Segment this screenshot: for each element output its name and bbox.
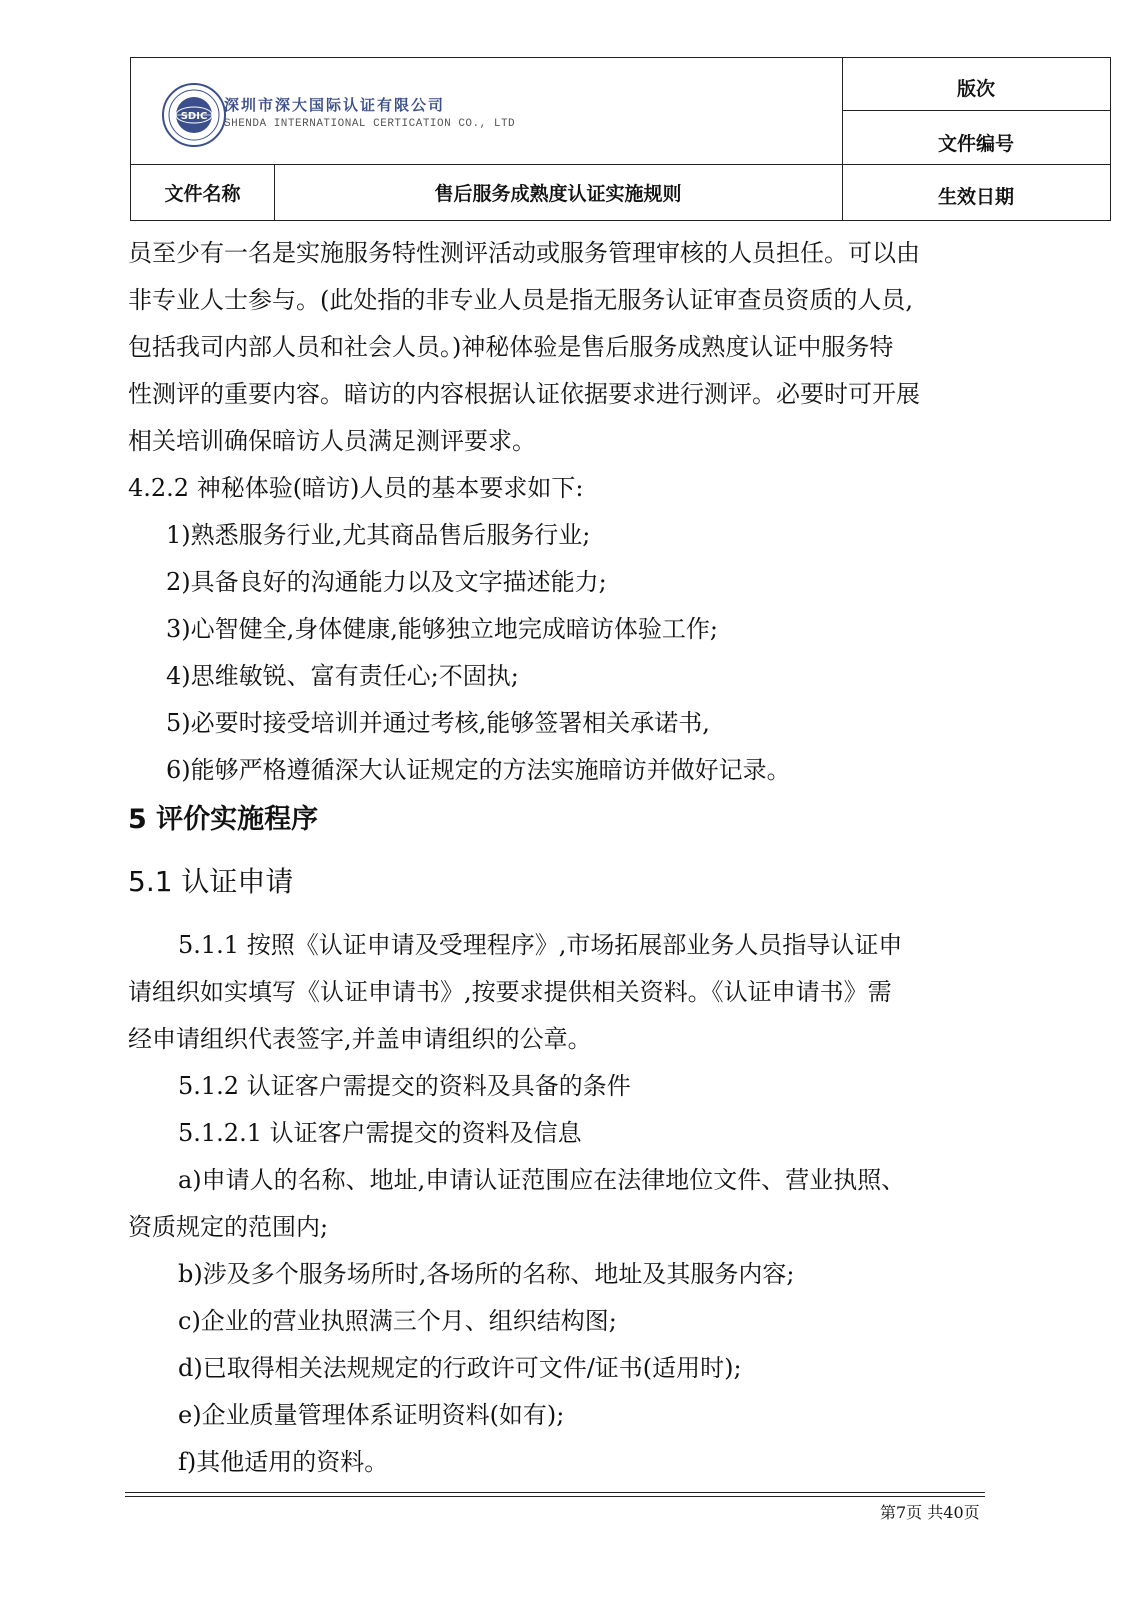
list-item-continuation: 资质规定的范围内; <box>128 1213 329 1241</box>
footer-rule <box>125 1492 985 1493</box>
paragraph-line: 性测评的重要内容。暗访的内容根据认证依据要求进行测评。必要时可开展 <box>128 380 920 408</box>
paragraph-line: 员至少有一名是实施服务特性测评活动或服务管理审核的人员担任。可以由 <box>128 239 920 267</box>
list-item: d)已取得相关法规规定的行政许可文件/证书(适用时); <box>178 1354 742 1382</box>
version-label: 版次 <box>956 78 995 100</box>
paragraph-line: 请组织如实填写《认证申请书》,按要求提供相关资料。《认证申请书》需 <box>128 978 892 1006</box>
requirement-item: 1)熟悉服务行业,尤其商品售后服务行业; <box>166 521 591 549</box>
document-header-table <box>130 57 1111 221</box>
list-item: e)企业质量管理体系证明资料(如有); <box>178 1401 565 1429</box>
paragraph-line: 5.1.1 按照《认证申请及受理程序》,市场拓展部业务人员指导认证申 <box>178 931 903 959</box>
paragraph-line: 相关培训确保暗访人员满足测评要求。 <box>128 427 536 455</box>
document-body <box>128 230 998 1486</box>
effective-date-label: 生效日期 <box>937 186 1014 208</box>
requirement-item: 4)思维敏锐、富有责任心;不固执; <box>166 662 519 690</box>
heading-section-5-1: 5.1 认证申请 <box>128 865 294 898</box>
list-item: a)申请人的名称、地址,申请认证范围应在法律地位文件、营业执照、 <box>178 1166 906 1194</box>
paragraph-line: 非专业人士参与。(此处指的非专业人员是指无服务认证审查员资质的人员, <box>128 286 913 314</box>
file-name-value: 售后服务成熟度认证实施规则 <box>434 183 682 205</box>
header-divider <box>131 164 1110 165</box>
requirement-item: 3)心智健全,身体健康,能够独立地完成暗访体验工作; <box>166 615 718 643</box>
footer-rule <box>125 1496 985 1497</box>
list-item: b)涉及多个服务场所时,各场所的名称、地址及其服务内容; <box>178 1260 795 1288</box>
requirement-item: 2)具备良好的沟通能力以及文字描述能力; <box>166 568 607 596</box>
company-name-en: SHENDA INTERNATIONAL CERTICATION CO., LTD <box>224 118 516 130</box>
company-name-cn: 深圳市深大国际认证有限公司 <box>224 96 446 114</box>
file-name-label: 文件名称 <box>164 183 241 205</box>
section-5-1-2-1: 5.1.2.1 认证客户需提交的资料及信息 <box>178 1119 582 1147</box>
section-4-2-2: 4.2.2 神秘体验(暗访)人员的基本要求如下: <box>128 474 584 502</box>
paragraph-line: 包括我司内部人员和社会人员。)神秘体验是售后服务成熟度认证中服务特 <box>128 333 894 361</box>
list-item: c)企业的营业执照满三个月、组织结构图; <box>178 1307 617 1335</box>
list-item: f)其他适用的资料。 <box>178 1448 389 1476</box>
company-logo-icon <box>161 82 227 148</box>
logo-text: SDIC <box>180 111 208 122</box>
page-number: 第7页 共40页 <box>880 1503 980 1522</box>
requirement-item: 6)能够严格遵循深大认证规定的方法实施暗访并做好记录。 <box>166 756 791 784</box>
doc-number-label: 文件编号 <box>937 133 1014 155</box>
paragraph-line: 经申请组织代表签字,并盖申请组织的公章。 <box>128 1025 592 1053</box>
header-divider <box>842 110 1110 111</box>
heading-section-5: 5 评价实施程序 <box>128 804 319 835</box>
section-5-1-2: 5.1.2 认证客户需提交的资料及具备的条件 <box>178 1072 631 1100</box>
requirement-item: 5)必要时接受培训并通过考核,能够签署相关承诺书, <box>166 709 710 737</box>
